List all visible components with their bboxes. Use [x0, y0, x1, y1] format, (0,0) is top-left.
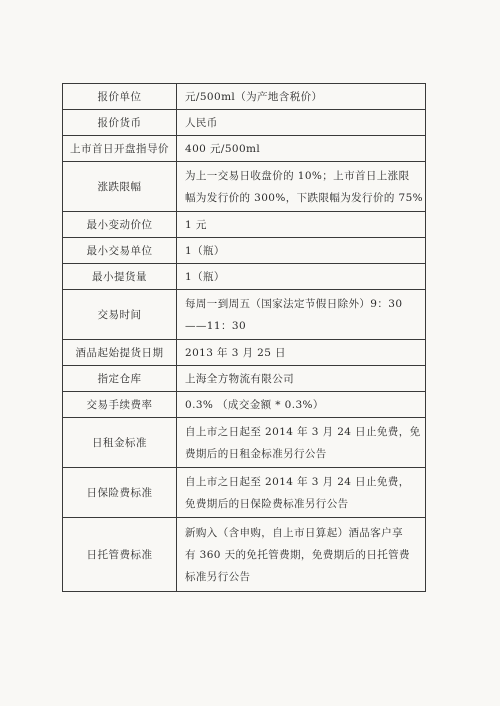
table-row	[63, 392, 426, 418]
value-line: 为上一交易日收盘价的 10%；上市首日上涨限	[185, 169, 410, 182]
value-line: 400 元/500ml	[185, 142, 261, 155]
row-value	[177, 392, 426, 418]
value-line: ——11：30	[185, 319, 247, 332]
row-value	[177, 290, 426, 340]
value-line: 1 元	[185, 218, 207, 231]
table-row	[63, 366, 426, 392]
row-label: 报价单位	[63, 84, 177, 110]
value-line: 0.3% （成交金额 * 0.3%）	[185, 398, 324, 411]
row-label: 酒品起始提货日期	[63, 340, 177, 366]
value-line: 费期后的日租金标准另行公告	[185, 447, 327, 460]
row-label: 最小交易单位	[63, 238, 177, 264]
table-row	[63, 212, 426, 238]
value-line: 标准另行公告	[185, 570, 251, 583]
row-value	[177, 110, 426, 136]
row-value	[177, 212, 426, 238]
value-line: 有 360 天的免托管费期，免费期后的日托管费	[185, 548, 410, 561]
row-label: 涨跌限幅	[63, 162, 177, 212]
table-row	[63, 264, 426, 290]
row-label: 交易时间	[63, 290, 177, 340]
table-row	[63, 84, 426, 110]
row-value	[177, 264, 426, 290]
row-value	[177, 84, 426, 110]
table-row	[63, 340, 426, 366]
value-line: 幅为发行价的 300%，下跌限幅为发行价的 75%	[185, 191, 424, 204]
value-line: 2013 年 3 月 25 日	[185, 346, 286, 359]
row-label: 交易手续费率	[63, 392, 177, 418]
value-line: 自上市之日起至 2014 年 3 月 24 日止免费，免	[185, 425, 421, 438]
table-row	[63, 290, 426, 340]
value-line: 1（瓶）	[185, 270, 225, 283]
value-line: 1（瓶）	[185, 244, 225, 257]
row-label: 最小提货量	[63, 264, 177, 290]
table-row	[63, 238, 426, 264]
value-line: 上海全方物流有限公司	[185, 372, 294, 385]
value-line: 新购入（含申购，自上市日算起）酒品客户享	[185, 526, 403, 539]
table-row	[63, 468, 426, 518]
row-label: 日租金标准	[63, 418, 177, 468]
value-line: 人民币	[185, 116, 218, 129]
row-value	[177, 162, 426, 212]
value-line: 每周一到周五（国家法定节假日除外）9：30	[185, 297, 403, 310]
row-value	[177, 468, 426, 518]
row-label: 报价货币	[63, 110, 177, 136]
row-value	[177, 136, 426, 162]
row-label: 日保险费标准	[63, 468, 177, 518]
row-label: 指定仓库	[63, 366, 177, 392]
row-value	[177, 340, 426, 366]
table-row	[63, 136, 426, 162]
row-label: 最小变动价位	[63, 212, 177, 238]
table-row	[63, 518, 426, 592]
table-row	[63, 162, 426, 212]
row-label: 上市首日开盘指导价	[63, 136, 177, 162]
spec-table	[62, 83, 426, 592]
table-row	[63, 110, 426, 136]
row-value	[177, 418, 426, 468]
row-value	[177, 366, 426, 392]
row-value	[177, 238, 426, 264]
row-label: 日托管费标准	[63, 518, 177, 592]
value-line: 免费期后的日保险费标准另行公告	[185, 497, 349, 510]
value-line: 自上市之日起至 2014 年 3 月 24 日止免费，	[185, 475, 410, 488]
value-line: 元/500ml（为产地含税价）	[185, 90, 323, 103]
table-row	[63, 418, 426, 468]
row-value	[177, 518, 426, 592]
